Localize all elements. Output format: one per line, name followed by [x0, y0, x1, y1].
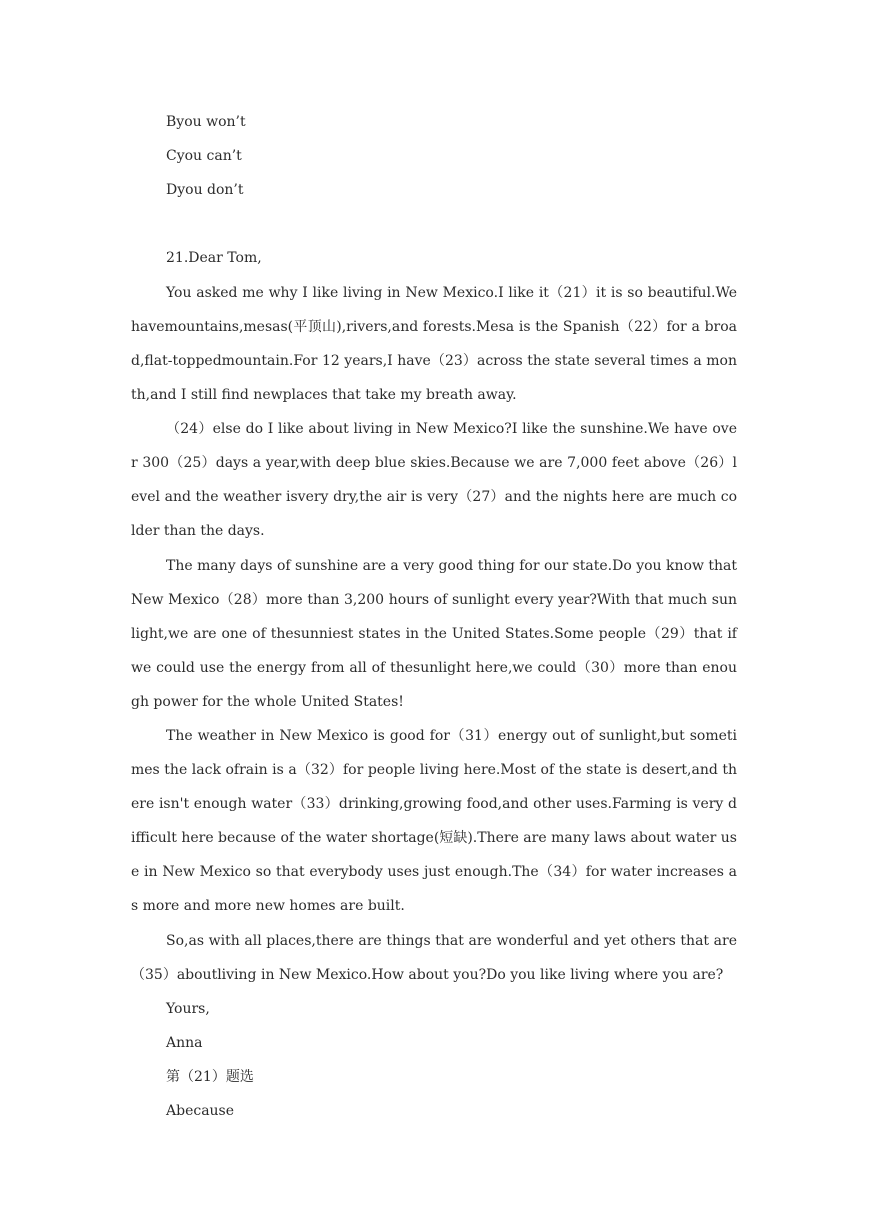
letter-heading: 21.Dear Tom, [166, 250, 262, 266]
letter-signature: Anna [166, 1035, 203, 1051]
option-b: Byou won’t [166, 114, 246, 130]
letter-paragraph-4: The weather in New Mexico is good for（31）energy out of sunlight,but sometimes the lack ofrain is a（32）for people living here.Most of the state is desert,and there isn't enough water（33）drinking,growing food,and other uses.Farming is very difficult here because of the water shortage(短缺).There are many laws about water use in New Mexico so that everybody uses just enough.The（34）for water increases as more and more new homes are built. [131, 728, 737, 914]
question-label: 第（21）题选 [166, 1069, 254, 1085]
letter-paragraph-3: The many days of sunshine are a very good thing for our state.Do you know that New Mexico（28）more than 3,200 hours of sunlight every year?With that much sunlight,we are one of thesunniest states in the United States.Some people（29）that if we could use the energy from all of thesunlight here,we could（30）more than enough power for the whole United States! [131, 558, 737, 710]
option-d: Dyou don’t [166, 182, 244, 198]
letter-paragraph-2: （24）else do I like about living in New Mexico?I like the sunshine.We have over 300（25）days a year,with deep blue skies.Because we are 7,000 feet above（26）level and the weather isvery dry,the air is very（27）and the nights here are much colder than the days. [131, 421, 737, 539]
option-a: Abecause [166, 1103, 235, 1119]
option-c: Cyou can’t [166, 148, 242, 164]
letter-paragraph-1: You asked me why I like living in New Mexico.I like it（21）it is so beautiful.We havemountains,mesas(平顶山),rivers,and forests.Mesa is the Spanish（22）for a broad,flat-toppedmountain.For 12 years,I have（23）across the state several times a month,and I still find newplaces that take my breath away. [131, 285, 737, 403]
letter-paragraph-5: So,as with all places,there are things that are wonderful and yet others that are（35）aboutliving in New Mexico.How about you?Do you like living where you are? [131, 933, 737, 983]
letter-closing: Yours, [166, 1001, 210, 1017]
